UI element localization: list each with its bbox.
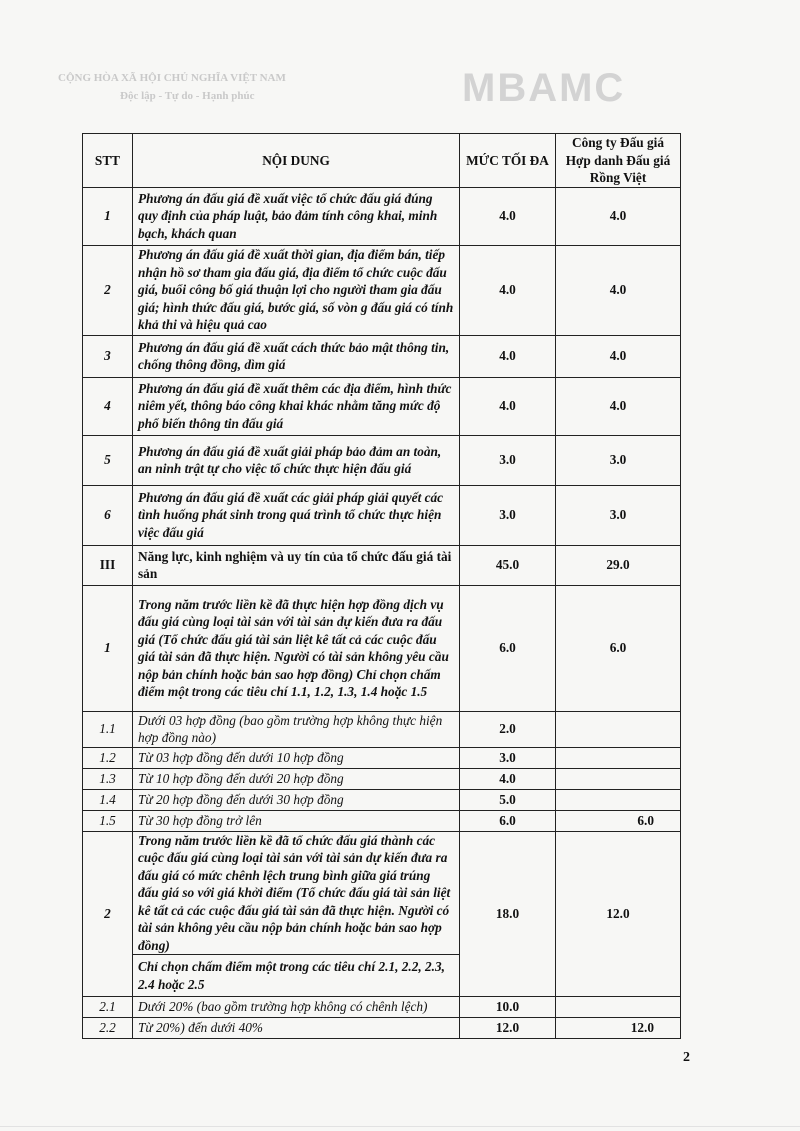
- row-stt: 5: [83, 435, 133, 485]
- table-row: [83, 435, 681, 485]
- row-stt: 1: [83, 585, 133, 711]
- row-content: Phương án đấu giá đề xuất thời gian, địa điểm bán, tiếp nhận hồ sơ tham gia đấu giá, địa điểm tổ chức cuộc đấu giá, buổi công bố giá thuận lợi cho người tham gia đấu giá; hình thức đấu giá, bước giá, số vòn g đấu giá có tính khả thi và hiệu quả cao: [133, 245, 460, 335]
- table-row: [83, 997, 681, 1018]
- page-number: 2: [683, 1050, 690, 1065]
- row-content: Trong năm trước liền kề đã thực hiện hợp đồng dịch vụ đấu giá cùng loại tài sản với tài sản dự kiến đưa ra đấu giá (Tổ chức đấu giá tài sản liệt kê tất cả các cuộc đấu giá tài sản đã thực hiện. Người có tài sản không yêu cầu nộp bản chính hoặc bản sao hợp đồng) Chỉ chọn chấm điểm một trong các tiêu chí 1.1, 1.2, 1.3, 1.4 hoặc 1.5: [133, 585, 460, 711]
- row-max: 4.0: [460, 768, 556, 789]
- row-max: 10.0: [460, 997, 556, 1018]
- row-max: 3.0: [460, 747, 556, 768]
- row-score: [556, 747, 681, 768]
- row-stt: 2: [83, 245, 133, 335]
- header-company: Công ty Đấu giá Hợp danh Đấu giá Rồng Việt: [556, 134, 681, 188]
- row-content: Phương án đấu giá đề xuất các giải pháp giải quyết các tình huống phát sinh trong quá trình tổ chức thực hiện việc đấu giá: [133, 485, 460, 545]
- row-score: [556, 789, 681, 810]
- scoring-table: [82, 133, 681, 1039]
- table-row: [83, 485, 681, 545]
- table-row: [83, 768, 681, 789]
- row-score: [556, 997, 681, 1018]
- row-stt: 2.2: [83, 1018, 133, 1039]
- row-max: 4.0: [460, 377, 556, 435]
- row-content: Dưới 03 hợp đồng (bao gồm trường hợp không thực hiện hợp đồng nào): [133, 711, 460, 747]
- row-stt: 3: [83, 335, 133, 377]
- table-row: [83, 747, 681, 768]
- row-content: Dưới 20% (bao gồm trường hợp không có chênh lệch): [133, 997, 460, 1018]
- row-score: 6.0: [556, 585, 681, 711]
- table-row: [83, 810, 681, 831]
- table-header-row: [83, 134, 681, 188]
- row-content: Từ 20%) đến dưới 40%: [133, 1018, 460, 1039]
- row-score: 4.0: [556, 377, 681, 435]
- row-content: Phương án đấu giá đề xuất giải pháp bảo đảm an toàn, an ninh trật tự cho việc tổ chức thực hiện đấu giá: [133, 435, 460, 485]
- row-content-note: Chỉ chọn chấm điểm một trong các tiêu chí 2.1, 2.2, 2.3, 2.4 hoặc 2.5: [133, 955, 460, 997]
- row-stt: 1.1: [83, 711, 133, 747]
- ghost-header-line-1: CỘNG HÒA XÃ HỘI CHỦ NGHĨA VIỆT NAM: [58, 72, 286, 84]
- row-score: 29.0: [556, 545, 681, 585]
- row-content: Từ 30 hợp đồng trở lên: [133, 810, 460, 831]
- row-score: 3.0: [556, 435, 681, 485]
- row-max: 45.0: [460, 545, 556, 585]
- row-score: 12.0: [556, 1018, 681, 1039]
- row-score: [556, 768, 681, 789]
- row-score: 12.0: [556, 831, 681, 997]
- row-max: 4.0: [460, 245, 556, 335]
- header-max: MỨC TỐI ĐA: [460, 134, 556, 188]
- table-row: [83, 1018, 681, 1039]
- row-stt: 2.1: [83, 997, 133, 1018]
- row-max: 6.0: [460, 585, 556, 711]
- row-max: 4.0: [460, 335, 556, 377]
- row-score: [556, 711, 681, 747]
- table-row: [83, 831, 681, 955]
- table-row: [83, 335, 681, 377]
- row-stt: 1.3: [83, 768, 133, 789]
- row-score: 4.0: [556, 187, 681, 245]
- row-max: 2.0: [460, 711, 556, 747]
- row-max: 18.0: [460, 831, 556, 997]
- row-content: Từ 10 hợp đồng đến dưới 20 hợp đồng: [133, 768, 460, 789]
- row-max: 12.0: [460, 1018, 556, 1039]
- row-stt: 6: [83, 485, 133, 545]
- row-stt: 1.5: [83, 810, 133, 831]
- row-score: 4.0: [556, 245, 681, 335]
- row-stt: 1.4: [83, 789, 133, 810]
- row-content: Phương án đấu giá đề xuất cách thức bảo mật thông tin, chống thông đồng, dìm giá: [133, 335, 460, 377]
- table-row-section: [83, 545, 681, 585]
- ghost-header-line-2: Độc lập - Tự do - Hạnh phúc: [120, 90, 255, 102]
- table-row: [83, 789, 681, 810]
- table-row: [83, 187, 681, 245]
- row-max: 3.0: [460, 485, 556, 545]
- table-row: [83, 585, 681, 711]
- scan-edge: [0, 1126, 800, 1127]
- row-stt: 2: [83, 831, 133, 997]
- row-stt: 1.2: [83, 747, 133, 768]
- row-content: Trong năm trước liền kề đã tổ chức đấu giá thành các cuộc đấu giá cùng loại tài sản với tài sản dự kiến đưa ra đấu giá có mức chênh lệch trung bình giữa giá trúng đấu giá so với giá khởi điểm (Tổ chức đấu giá tài sản liệt kê tất cả các cuộc đấu giá tài sản đã thực hiện. Người có tài sản không yêu cầu nộp bản chính hoặc bản sao hợp đồng): [133, 831, 460, 955]
- row-max: 3.0: [460, 435, 556, 485]
- ghost-logo: MBAMC: [462, 66, 626, 110]
- row-content: Phương án đấu giá đề xuất việc tổ chức đấu giá đúng quy định của pháp luật, bảo đảm tính công khai, minh bạch, khách quan: [133, 187, 460, 245]
- row-content: Từ 03 hợp đồng đến dưới 10 hợp đồng: [133, 747, 460, 768]
- row-max: 5.0: [460, 789, 556, 810]
- row-content: Phương án đấu giá đề xuất thêm các địa điểm, hình thức niêm yết, thông báo công khai khác nhằm tăng mức độ phổ biến thông tin đấu giá: [133, 377, 460, 435]
- row-score: 3.0: [556, 485, 681, 545]
- row-stt: III: [83, 545, 133, 585]
- row-content: Từ 20 hợp đồng đến dưới 30 hợp đồng: [133, 789, 460, 810]
- header-stt: STT: [83, 134, 133, 188]
- table-row: [83, 377, 681, 435]
- row-content: Năng lực, kinh nghiệm và uy tín của tổ chức đấu giá tài sản: [133, 545, 460, 585]
- row-max: 4.0: [460, 187, 556, 245]
- row-stt: 1: [83, 187, 133, 245]
- table-row: [83, 711, 681, 747]
- row-stt: 4: [83, 377, 133, 435]
- header-content: NỘI DUNG: [133, 134, 460, 188]
- table-row: [83, 245, 681, 335]
- row-score: 4.0: [556, 335, 681, 377]
- row-score: 6.0: [556, 810, 681, 831]
- row-max: 6.0: [460, 810, 556, 831]
